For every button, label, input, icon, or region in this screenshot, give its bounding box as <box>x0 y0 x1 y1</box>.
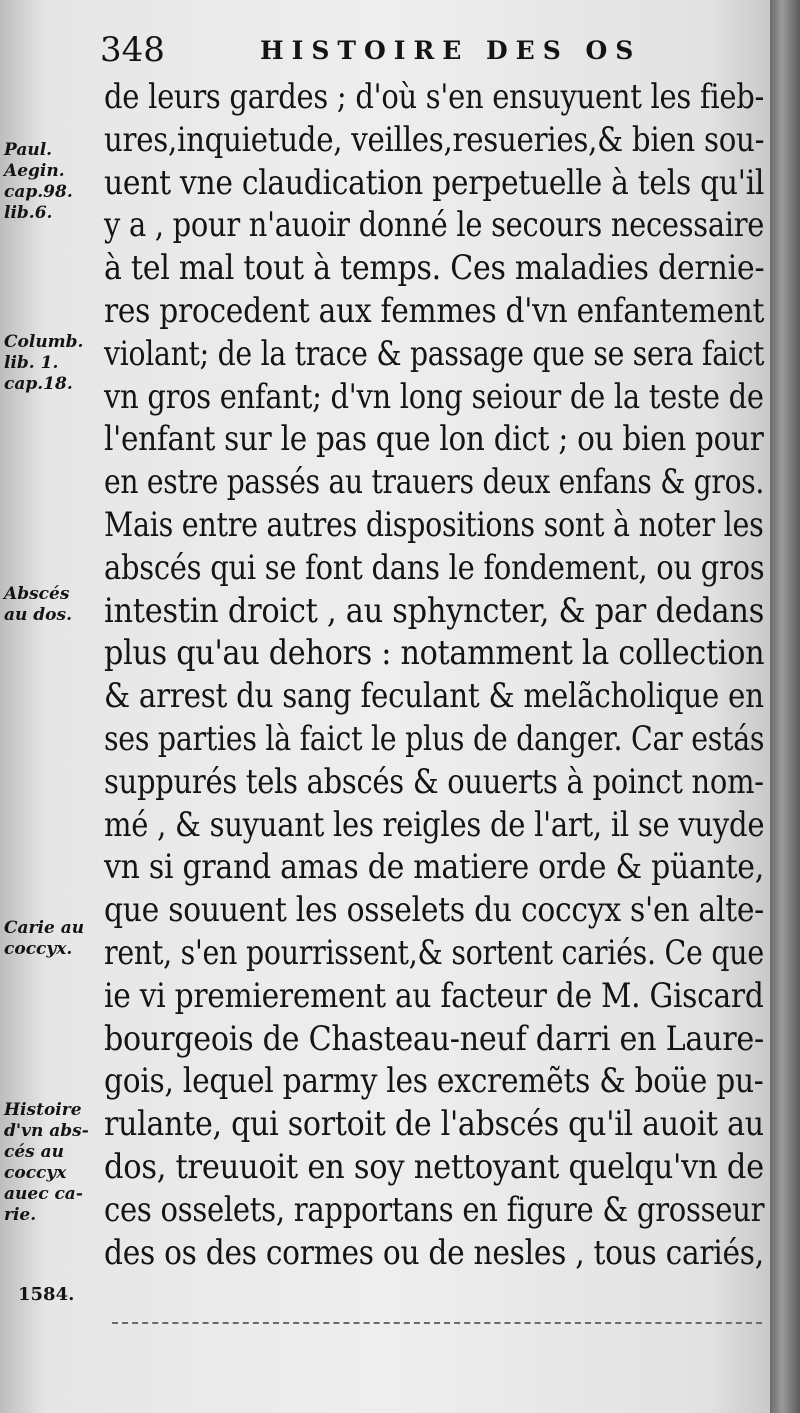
page-header <box>100 28 660 78</box>
margin-note-line: lib.6. <box>4 203 53 223</box>
text-line: y a , pour n'auoir donné le secours necessaire <box>104 205 765 245</box>
margin-note-line: rie. <box>4 1205 37 1225</box>
margin-note-line: d'vn abs- <box>4 1121 89 1141</box>
text-line: abscés qui se font dans le fondement, ou gros <box>104 547 765 587</box>
text-line: uent vne claudication perpetuelle à tels qu'il <box>104 162 765 202</box>
margin-note-line: coccyx. <box>4 939 73 959</box>
text-line: plus qu'au dehors : notamment la collection <box>104 633 765 673</box>
text-line: rulante, qui sortoit de l'abscés qu'il auoit au <box>104 1104 764 1144</box>
margin-note-histoire <box>4 1100 100 1226</box>
text-line: violant; de la trace & passage que se sera faict <box>104 333 765 373</box>
margin-note-line: cap.18. <box>4 374 73 394</box>
text-line: gois, lequel parmy les excremẽts & boüe pu- <box>104 1061 764 1101</box>
text-line: ures,inquietude, veilles,resueries,& bien sou- <box>104 119 765 159</box>
margin-note-line: Aegin. <box>4 161 65 181</box>
text-line: de leurs gardes ; d'où s'en ensuyuent les fieb- <box>104 77 765 116</box>
margin-note-line: au dos. <box>4 605 73 625</box>
text-line: à tel mal tout à temps. Ces maladies dernie- <box>104 248 765 288</box>
margin-note-line: coccyx <box>4 1163 67 1183</box>
page-edge-shadow <box>770 0 800 1413</box>
text-line: des os des cormes ou de nesles , tous cariés, <box>104 1232 764 1272</box>
text-line: ces osselets, rapportans en figure & grosseur <box>104 1189 765 1229</box>
page-bottom-rule <box>112 1322 762 1324</box>
text-line: suppurés tels abscés & ouuerts à poinct nom- <box>104 761 764 801</box>
running-title: HISTOIRE DES OS <box>260 36 642 65</box>
text-line: vn si grand amas de matiere orde & püante, <box>104 847 764 887</box>
text-line: vn gros enfant; d'vn long seiour de la teste de <box>104 376 764 416</box>
margin-note-line: Histoire <box>4 1100 82 1120</box>
page-number: 348 <box>100 30 165 70</box>
text-line: Mais entre autres dispositions sont à noter les <box>104 504 764 544</box>
margin-note-line: Carie au <box>4 918 85 938</box>
text-line: ses parties là faict le plus de danger. Car estás <box>104 718 765 758</box>
margin-note-line: cap.98. <box>4 182 73 202</box>
margin-note-columb <box>4 332 100 395</box>
margin-note-line: Abscés <box>4 584 70 604</box>
text-line: en estre passés au trauers deux enfans & gros. <box>104 462 765 502</box>
margin-note-absces <box>4 584 100 626</box>
text-line: ie vi premierement au facteur de M. Giscard <box>104 975 764 1015</box>
text-line: rent, s'en pourrissent,& sortent cariés. Ce que <box>104 932 764 972</box>
margin-note-line: lib. 1. <box>4 353 59 373</box>
text-line: intestin droict , au sphyncter, & par dedans <box>104 590 765 630</box>
text-line: res procedent aux femmes d'vn enfantement <box>104 290 765 330</box>
text-line: & arrest du sang feculant & melãcholique en <box>104 676 764 716</box>
text-line: bourgeois de Chasteau-neuf darri en Laure- <box>104 1018 764 1058</box>
margin-note-line: cés au <box>4 1142 65 1162</box>
main-text-block <box>104 76 764 1274</box>
margin-note-line: auec ca- <box>4 1184 83 1204</box>
margin-note-year: 1584. <box>18 1284 75 1305</box>
text-line: dos, treuuoit en soy nettoyant quelqu'vn de <box>104 1146 764 1186</box>
margin-note-line: Paul. <box>4 140 53 160</box>
text-line: l'enfant sur le pas que lon dict ; ou bien pour <box>104 419 764 459</box>
margin-note-line: Columb. <box>4 332 84 352</box>
text-line: mé , & suyuant les reigles de l'art, il se vuyde <box>104 804 765 844</box>
margin-note-carie <box>4 918 100 960</box>
margin-note-paul-aegin <box>4 140 100 224</box>
text-line: que souuent les osselets du coccyx s'en alte- <box>104 890 764 930</box>
